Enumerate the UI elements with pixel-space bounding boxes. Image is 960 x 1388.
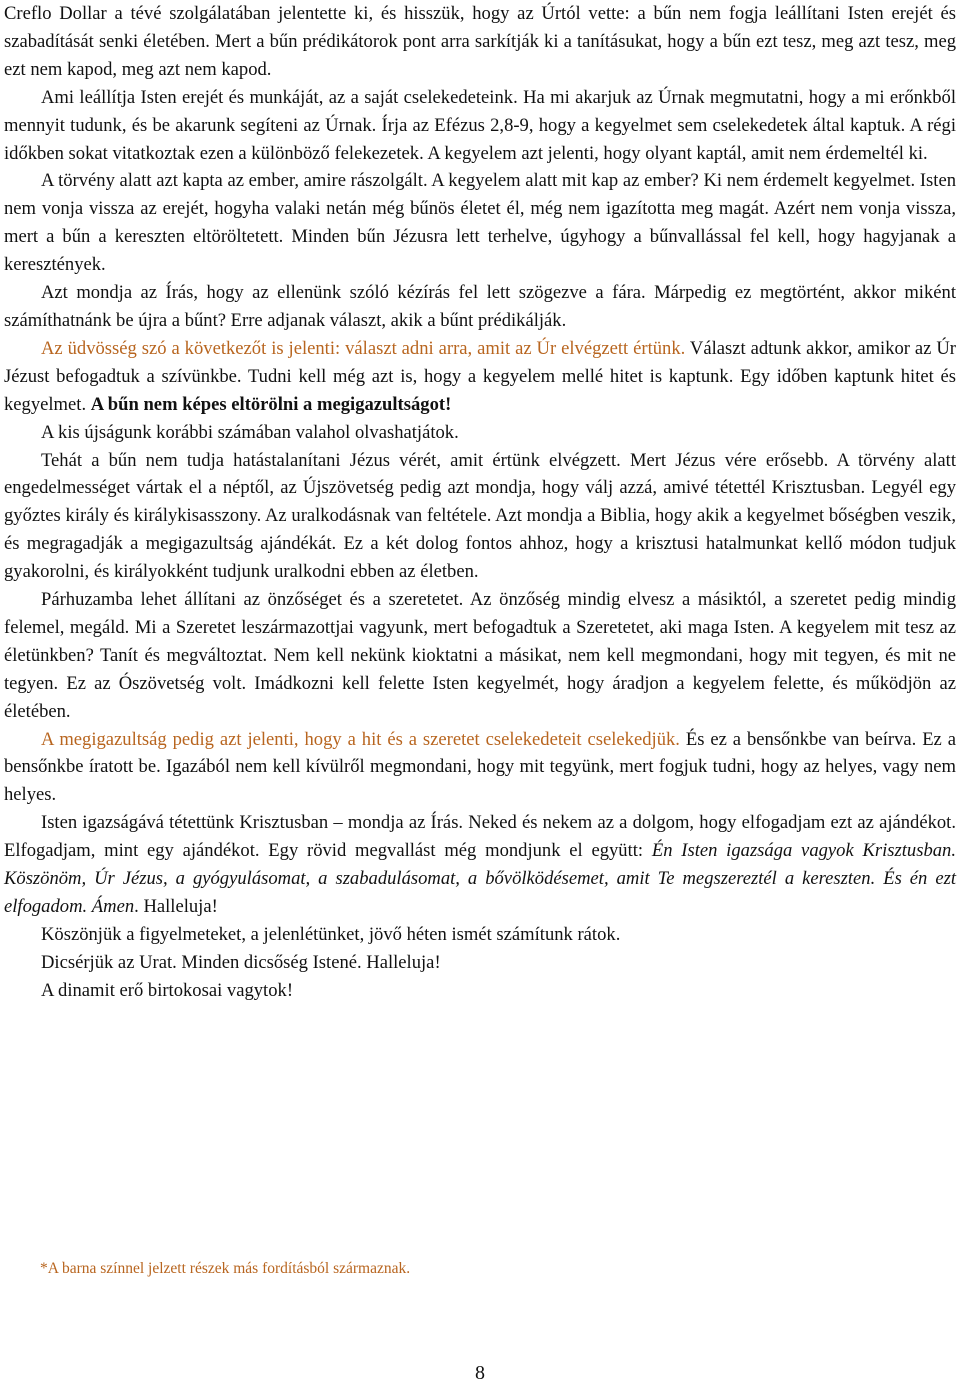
paragraph-3: A törvény alatt azt kapta az ember, amire rászolgált. A kegyelem alatt mit kap az ember? Ki nem érdemelt kegyelmet. Isten nem vonja vissza az erejét, hogyha valaki netán még bűnös életet él, még nem igazította meg magát. Azért nem vonja vissza, mert a bűn a kereszten eltöröltetett. Minden bűn Jézusra lett terhelve, úgyhogy a bűnvallással fel kell, hogy hagyjanak a keresztények. [4,170,956,276]
paragraph-8: Párhuzamba lehet állítani az önzőséget és a szeretetet. Az önzőség mindig elvesz a másiktól, a szeretet pedig mindig felemel, megáld. Mi a Szeretet leszármazottjai vagyunk, mert befogadtuk a Szeretetet, aki maga Isten. A kegyelem mit tesz az életünkben? Tanít és megváltoztat. Nem kell nekünk kioktatni a másikat, nem kell megmondani, hogy mit tegyen, és mit ne tegyen. Ez az Ószövetség volt. Imádkozni kell felette Isten kegyelmét, hogy áradjon a kegyelem felette, és működjön az életében. [4,589,956,722]
paragraph-6: A kis újságunk korábbi számában valahol olvashatjátok. [41,421,459,443]
paragraph-4: Azt mondja az Írás, hogy az ellenünk szóló kézírás fel lett szögezve a fára. Márpedig ez megtörtént, akkor miként számíthatnánk be újra a bűnt? Erre adjanak választ, akik a bűnt prédikálják. [4,282,956,331]
highlighted-text: A megigazultság pedig azt jelenti, hogy a hit és a szeretet cselekedeteit cselekedjük. [41,728,680,750]
paragraph-11: Köszönjük a figyelmeteket, a jelenlétünket, jövő héten ismét számítunk rátok. [41,923,621,945]
paragraph-text: És ez a bensőnkbe van beírva. Ez a bensőnkbe íratott be. Igazából nem kell kívülről megmondani, hogy mit tegyünk, mert fogjuk tudni, hogy az helyes, vagy nem helyes. [4,728,956,806]
paragraph-text: . Halleluja! [134,896,218,917]
bold-statement: A bűn nem képes eltörölni a megigazultságot! [90,393,452,415]
paragraph-5 [4,335,956,419]
page-number: 8 [475,1362,485,1384]
confession-text: Én Isten igazsága vagyok Krisztusban. Köszönöm, Úr Jézus, a gyógyulásomat, a szabadulásomat, a bővölködésemet, amit Te megszereztél a kereszten. És én ezt elfogadom. Ámen [4,840,956,917]
highlighted-text: Az üdvösség szó a következőt is jelenti: választ adni arra, amit az Úr elvégzett értünk. [41,337,686,359]
paragraph-text: Isten igazságává tétettünk Krisztusban – mondja az Írás. Neked és nekem az a dolgom, hogy elfogadjam ezt az ajándékot. Elfogadjam, mint egy ajándékot. Egy rövid megvallást még mondjunk el együtt: [4,812,956,862]
paragraph-7: Tehát a bűn nem tudja hatástalanítani Jézus vérét, amit értünk elvégzett. Mert Jézus vére erősebb. A törvény alatt engedelmességet vártak el a néptől, az Újszövetség pedig azt mondja, hogy válj azzá, amivé tétettél Krisztusban. Legyél egy győztes király és királykisasszony. Az uralkodásnak van feltétele. Azt mondja a Biblia, hogy akik a kegyelmet bőségben veszik, és megragadják a megigazultság ajándékát. Ez a két dolog fontos ahhoz, hogy a krisztusi hatalmunkat kellő módon tudjuk gyakorolni, és királyokként tudjunk uralkodni ebben az életben. [4,449,956,583]
paragraph-1: Creflo Dollar a tévé szolgálatában jelentette ki, és hisszük, hogy az Úrtól vette: a bűn nem fogja leállítani Isten erejét és szabadítását senki életében. Mert a bűn prédikátorok pont arra sarkítják ki a tanításukat, hogy a bűn ezt tesz, meg azt tesz, meg ezt nem kapod, meg azt nem kapod. [4,3,956,80]
paragraph-2: Ami leállítja Isten erejét és munkáját, az a saját cselekedeteink. Ha mi akarjuk az Úrnak megmutatni, hogy a mi erőnkből mennyit tudunk, és be akarunk segíteni az Úrnak. Írja az Efézus 2,8-9, hogy a kegyelmet sem cselekedetek által kaptuk. A régi időkben sokat vitatkoztak ezen a különböző felekezetek. A kegyelem azt jelenti, hogy olyant kaptál, amit nem érdemeltél ki. [4,86,956,164]
paragraph-12: Dicsérjük az Urat. Minden dicsőség Istené. Halleluja! [41,951,441,973]
paragraph-13: A dinamit erő birtokosai vagytok! [41,979,294,1001]
paragraph-text: Választ adtunk akkor, amikor az Úr Jézust befogadtuk a szívünkbe. Tudni kell még azt is, hogy a kegyelem mellé hitet is kaptunk. Egy időben kaptunk hitet és kegyelmet. [4,337,956,415]
document-body [4,0,956,1005]
paragraph-10 [4,809,956,921]
footnote: *A barna színnel jelzett részek más fordításból származnak. [40,1260,411,1277]
paragraph-9 [4,726,956,810]
